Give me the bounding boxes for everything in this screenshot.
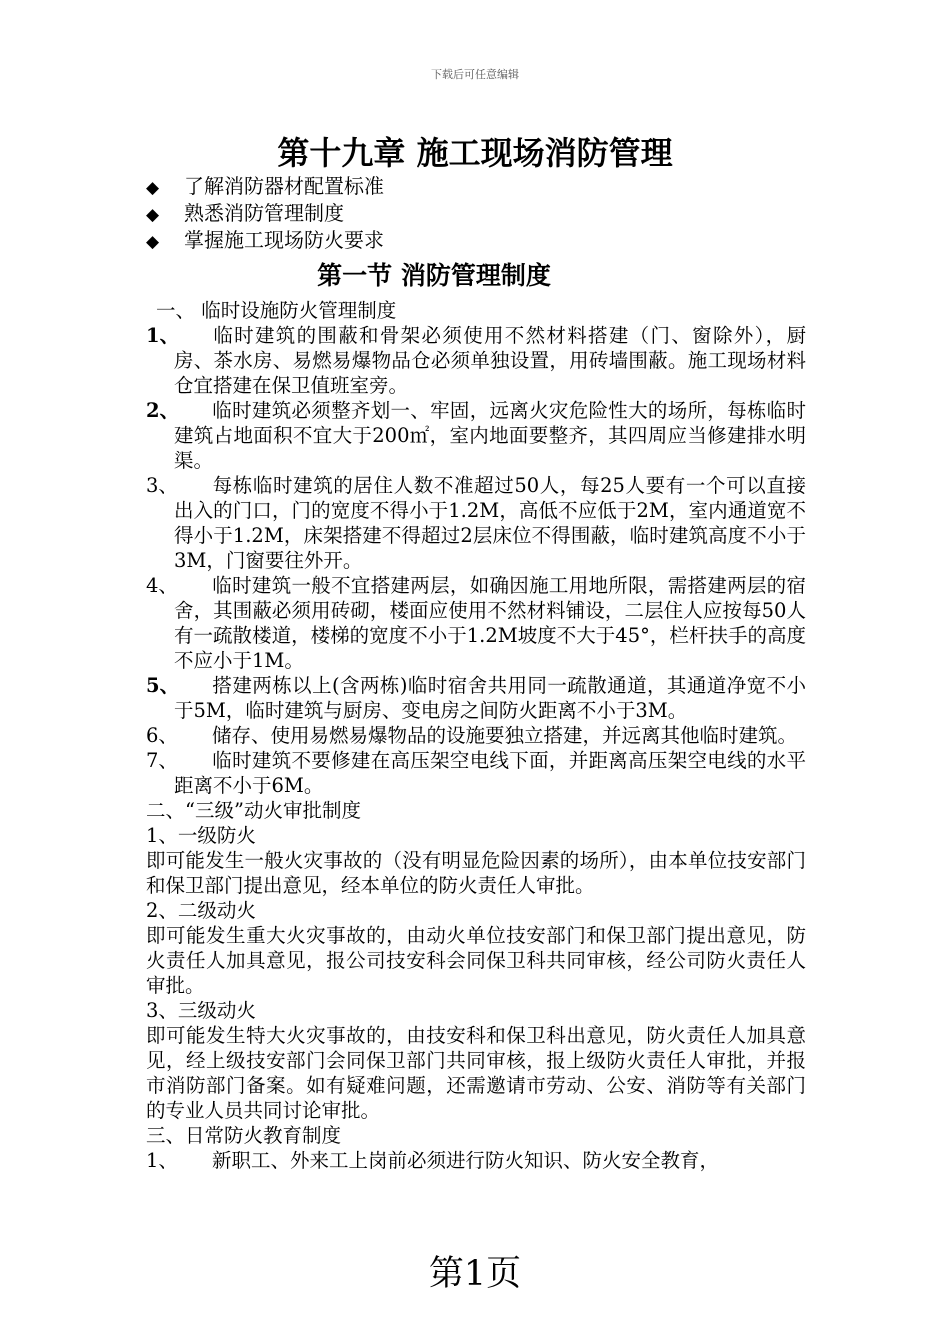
- objective-item: ◆ 掌握施工现场防火要求: [146, 228, 384, 255]
- level-text: 即可能发生特大火灾事故的，由技安科和保卫科出意见，防火责任人加具意见，经上级技安部门会同保卫部门共同审核，报上级防火责任人审批，并报市消防部门备案。如有疑难问题，还需邀请市劳动、公安、消防等有关部门的专业人员共同讨论审批。: [146, 1024, 806, 1122]
- list-item: 6、 储存、使用易燃易爆物品的设施要独立搭建，并远离其他临时建筑。: [146, 724, 798, 747]
- objectives-list: [146, 174, 384, 255]
- list-item: 1、 新职工、外来工上岗前必须进行防火知识、防火安全教育，: [146, 1149, 720, 1172]
- page-footer: 第1页: [428, 1254, 522, 1294]
- chapter-title: 第十九章 施工现场消防管理: [277, 134, 673, 172]
- diamond-bullet-icon: ◆: [146, 178, 160, 198]
- level-title: 3、三级动火: [146, 999, 256, 1022]
- list-item: 2、 临时建筑必须整齐划一、牢固，远离火灾危险性大的场所，每栋临时建筑占地面积不宜大于200㎡，室内地面要整齐，其四周应当修建排水明渠。: [146, 399, 806, 472]
- header-note: 下载后可任意编辑: [431, 68, 519, 81]
- level-text: 即可能发生一般火灾事故的（没有明显危险因素的场所），由本单位技安部门和保卫部门提出意见，经本单位的防火责任人审批。: [146, 849, 806, 897]
- level-title: 2、二级动火: [146, 899, 256, 922]
- section-title: 第一节 消防管理制度: [317, 261, 551, 290]
- list-item: 5、 搭建两栋以上(含两栋)临时宿舍共用同一疏散通道，其通道净宽不小于5M，临时建筑与厨房、变电房之间防火距离不小于3M。: [146, 674, 806, 722]
- document-body: [146, 298, 806, 1173]
- diamond-bullet-icon: ◆: [146, 232, 160, 252]
- list-item: 7、 临时建筑不要修建在高压架空电线下面，并距离高压架空电线的水平距离不小于6M。: [146, 749, 806, 797]
- diamond-bullet-icon: ◆: [146, 205, 160, 225]
- list-item: 3、 每栋临时建筑的居住人数不准超过50人，每25人要有一个可以直接出入的门口，门的宽度不得小于1.2M，高低不应低于2M，室内通道宽不得小于1.2M，床架搭建不得超过2层床位不得围蔽，临时建筑高度不小于3M，门窗要往外开。: [146, 474, 806, 572]
- part2-heading: 二、“三级”动火审批制度: [146, 799, 361, 822]
- part1-heading: 一、 临时设施防火管理制度: [156, 299, 397, 322]
- list-item: 4、 临时建筑一般不宜搭建两层，如确因施工用地所限，需搭建两层的宿舍，其围蔽必须用砖砌，楼面应使用不然材料铺设，二层住人应按每50人有一疏散楼道，楼梯的宽度不小于1.2M坡度不大于45°，栏杆扶手的高度不应小于1M。: [146, 574, 806, 672]
- level-title: 1、一级防火: [146, 824, 256, 847]
- objective-item: ◆ 熟悉消防管理制度: [146, 201, 384, 228]
- level-text: 即可能发生重大火灾事故的，由动火单位技安部门和保卫部门提出意见，防火责任人加具意见，报公司技安科会同保卫科共同审核，经公司防火责任人审批。: [146, 924, 806, 997]
- list-item: 1、 临时建筑的围蔽和骨架必须使用不然材料搭建（门、窗除外），厨房、茶水房、易燃易爆物品仓必须单独设置，用砖墙围蔽。施工现场材料仓宜搭建在保卫值班室旁。: [146, 324, 806, 397]
- objective-item: ◆ 了解消防器材配置标准: [146, 174, 384, 201]
- part3-heading: 三、日常防火教育制度: [146, 1124, 342, 1147]
